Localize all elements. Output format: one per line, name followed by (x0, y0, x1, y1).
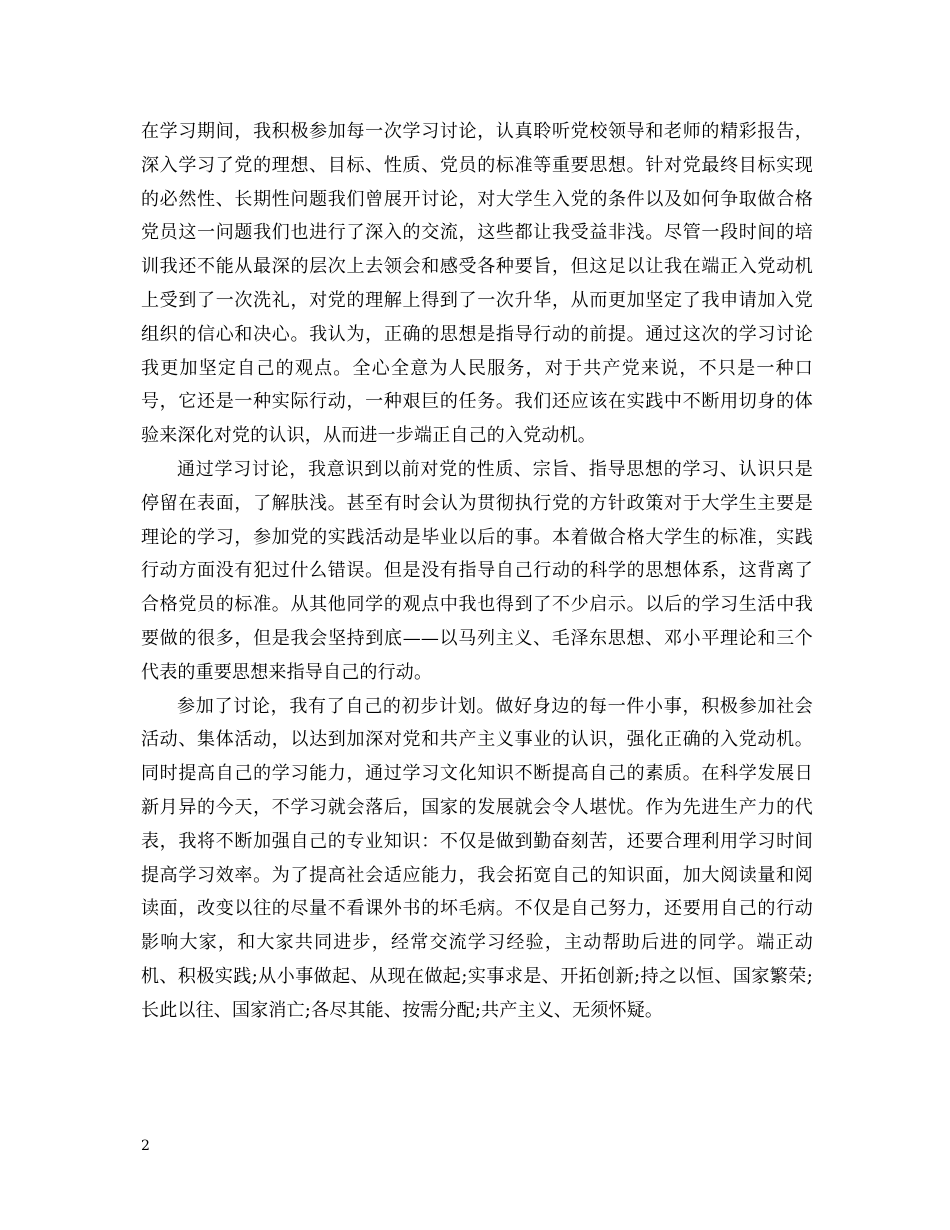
paragraph-3: 参加了讨论，我有了自己的初步计划。做好身边的每一件小事，积极参加社会活动、集体活动，以达到加深对党和共产主义事业的认识，强化正确的入党动机。同时提高自己的学习能力，通过学习文化知识不断提高自己的素质。在科学发展日新月异的今天，不学习就会落后，国家的发展就会令人堪忧。作为先进生产力的代表，我将不断加强自己的专业知识：不仅是做到勤奋刻苦，还要合理利用学习时间提高学习效率。为了提高社会适应能力，我会拓宽自己的知识面，加大阅读量和阅读面，改变以往的尽量不看课外书的坏毛病。不仅是自己努力，还要用自己的行动影响大家，和大家共同进步，经常交流学习经验，主动帮助后进的同学。端正动机、积极实践;从小事做起、从现在做起;实事求是、开拓创新;持之以恒、国家繁荣;长此以往、国家消亡;各尽其能、按需分配;共产主义、无须怀疑。 (141, 695, 813, 1021)
paragraph-2: 通过学习讨论，我意识到以前对党的性质、宗旨、指导思想的学习、认识只是停留在表面，了解肤浅。甚至有时会认为贯彻执行党的方针政策对于大学生主要是理论的学习，参加党的实践活动是毕业以后的事。本着做合格大学生的标准，实践行动方面没有犯过什么错误。但是没有指导自己行动的科学的思想体系，这背离了合格党员的标准。从其他同学的观点中我也得到了不少启示。以后的学习生活中我要做的很多，但是我会坚持到底——以马列主义、毛泽东思想、邓小平理论和三个代表的重要思想来指导自己的行动。 (141, 458, 813, 683)
paragraph-1: 在学习期间，我积极参加每一次学习讨论，认真聆听党校领导和老师的精彩报告，深入学习了党的理想、目标、性质、党员的标准等重要思想。针对党最终目标实现的必然性、长期性问题我们曾展开讨论，对大学生入党的条件以及如何争取做合格党员这一问题我们也进行了深入的交流，这些都让我受益非浅。尽管一段时间的培训我还不能从最深的层次上去领会和感受各种要旨，但这足以让我在端正入党动机上受到了一次洗礼，对党的理解上得到了一次升华，从而更加坚定了我申请加入党组织的信心和决心。我认为，正确的思想是指导行动的前提。通过这次的学习讨论我更加坚定自己的观点。全心全意为人民服务，对于共产党来说，不只是一种口号，它还是一种实际行动，一种艰巨的任务。我们还应该在实践中不断用切身的体验来深化对党的认识，从而进一步端正自己的入党动机。 (141, 121, 813, 447)
document-body (141, 115, 813, 1028)
page-number: 2 (141, 1138, 150, 1154)
